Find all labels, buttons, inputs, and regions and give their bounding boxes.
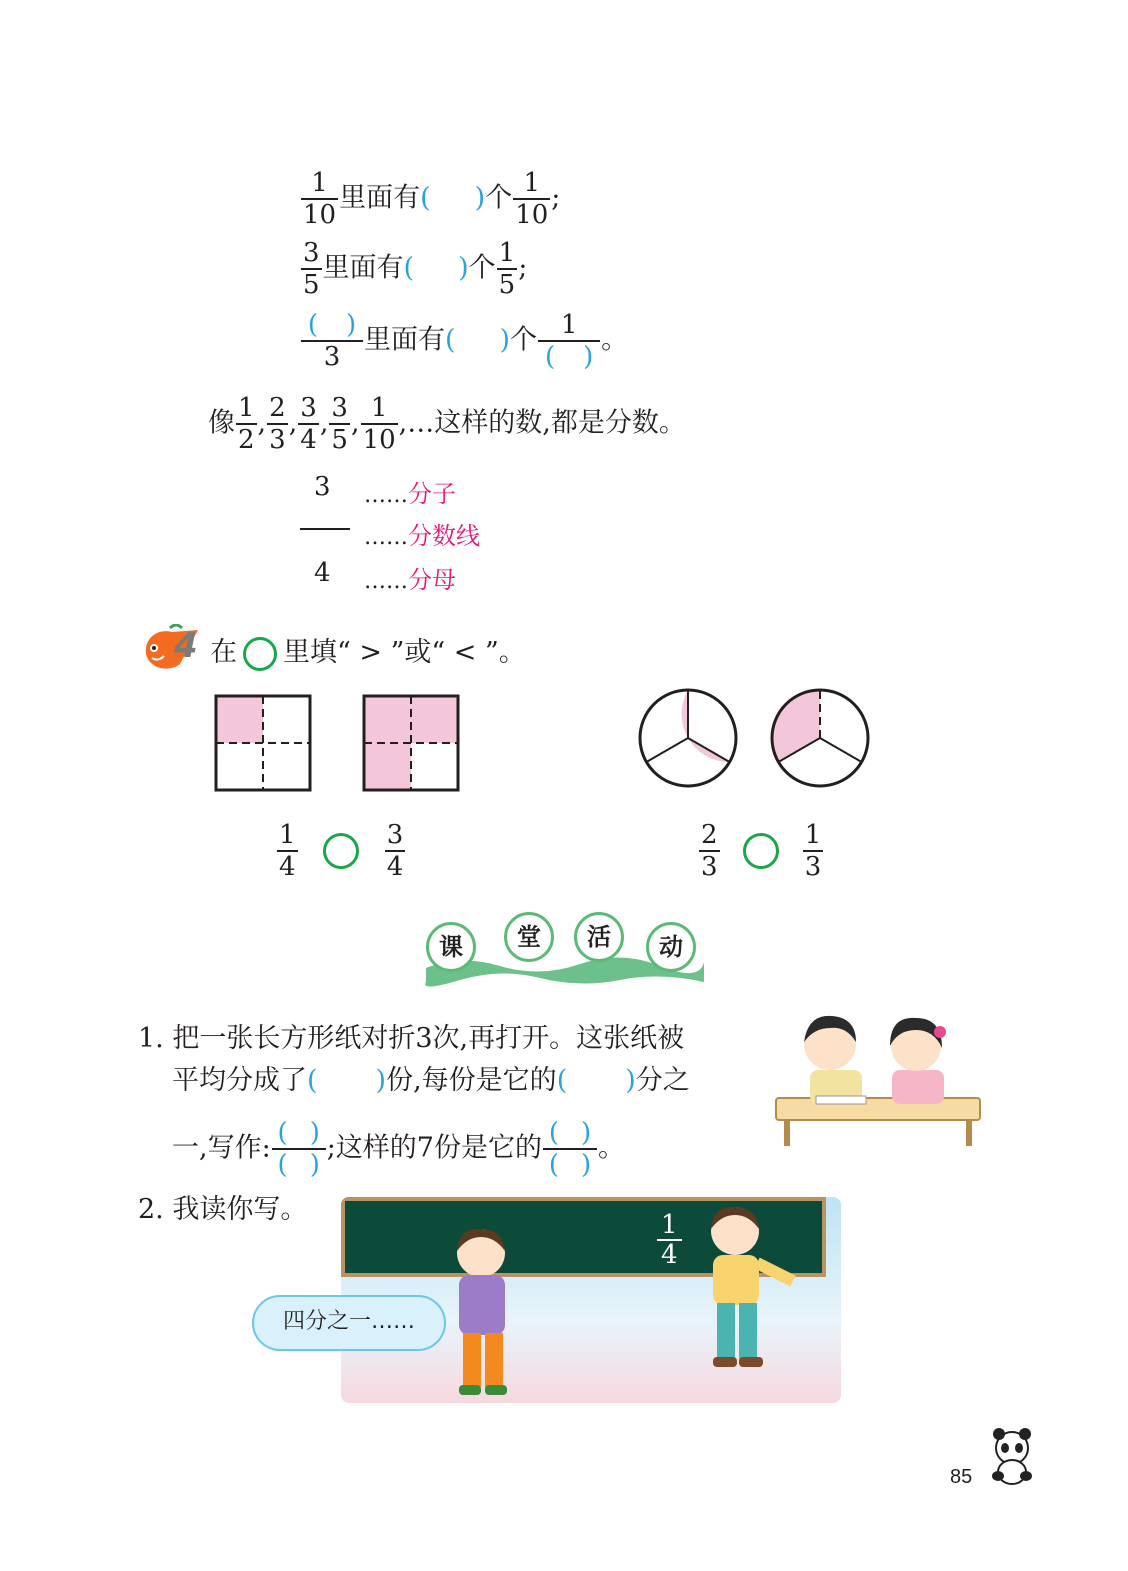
denominator-label: 分母 xyxy=(408,566,456,594)
square-one-quarter xyxy=(216,696,310,790)
class-activity-banner xyxy=(420,908,710,988)
activity-1-line-1: 1. 把一张长方形纸对折3次,再打开。这张纸被 xyxy=(138,1023,685,1054)
compare-circle-icon xyxy=(243,637,277,671)
fraction: $\frac{3}{5}$ xyxy=(331,393,348,455)
fraction: $\frac{1}{10}$ xyxy=(362,393,396,455)
compare-quarters: $\frac{1}{4}$ $\frac{3}{4}$ xyxy=(279,820,404,882)
student-writing-illustration xyxy=(701,1201,801,1371)
activity-1-line-3: 一,写作: $\frac{( )}{( )}$ ;这样的7份是它的 $\frac{( )}{( )}$ 。 xyxy=(172,1118,625,1180)
fraction: $\frac{( )}{3}$ xyxy=(301,310,363,372)
compare-thirds: $\frac{2}{3}$ $\frac{1}{3}$ xyxy=(701,820,822,882)
circle-two-thirds xyxy=(640,690,736,786)
banner-char: 堂 xyxy=(504,912,554,962)
numerator-label: 分子 xyxy=(408,480,456,508)
activity-2-title: 2. 我读你写。 xyxy=(138,1194,308,1225)
fraction: $\frac{1}{10}$ xyxy=(303,168,337,230)
activity-1-line-2: 平均分成了( )份,每份是它的( )分之 xyxy=(172,1065,690,1096)
fraction: $\frac{3}{4}$ xyxy=(300,393,317,455)
compare-answer-circle[interactable] xyxy=(323,833,359,869)
fraction: $\frac{1}{10}$ xyxy=(515,168,549,230)
fraction-line-2: $\frac{3}{5}$ 里面有( )个 $\frac{1}{5}$ ; xyxy=(303,238,528,300)
board-fraction: 1 4 xyxy=(657,1211,682,1269)
panda-icon xyxy=(984,1428,1040,1486)
exercise-number: 4 xyxy=(174,626,198,666)
fraction: $\frac{3}{5}$ xyxy=(303,238,320,300)
square-three-quarters xyxy=(364,696,458,790)
speech-bubble: 四分之一…… xyxy=(252,1295,446,1351)
compare-answer-circle[interactable] xyxy=(743,833,779,869)
exercise-4-heading: 4 在 里填“ > ”或“ < ”。 xyxy=(140,624,560,672)
third-circles-diagram xyxy=(636,686,872,790)
fraction-line-3: $\frac{( )}{3}$ 里面有( )个 $\frac{1}{( )}$ 。 xyxy=(300,310,628,372)
numerator-value: 3 xyxy=(314,472,331,502)
fraction-definition: 像 $\frac{1}{2}$ , $\frac{2}{3}$ , $\frac{3}{4}$ , $\frac{3}{5}$ , $\frac{1}{10}$ ,…这样的数,都是分数。 xyxy=(208,393,686,455)
fraction: $\frac{2}{3}$ xyxy=(269,393,286,455)
fraction-blank[interactable]: $\frac{( )}{( )}$ xyxy=(543,1118,597,1180)
student-reading-illustration xyxy=(437,1223,527,1403)
banner-char: 活 xyxy=(574,912,624,962)
quarter-squares-diagram xyxy=(212,693,462,793)
students-at-desk-illustration xyxy=(774,1008,984,1148)
denominator-value: 4 xyxy=(314,558,331,588)
fraction: $\frac{1}{2}$ xyxy=(238,393,255,455)
fraction-line-1: $\frac{1}{10}$ 里面有( )个 $\frac{1}{10}$ ; xyxy=(303,168,561,230)
page-number: 85 xyxy=(950,1466,973,1488)
banner-char: 课 xyxy=(426,922,476,972)
fraction-blank[interactable]: $\frac{( )}{( )}$ xyxy=(272,1118,326,1180)
banner-char: 动 xyxy=(646,922,696,972)
fraction: $\frac{1}{( )}$ xyxy=(538,310,600,372)
circle-one-third xyxy=(772,690,868,786)
fraction-bar xyxy=(300,528,350,530)
fraction-line-label: 分数线 xyxy=(408,522,480,550)
fraction: $\frac{1}{5}$ xyxy=(498,238,516,300)
fraction-parts-diagram: 3 4 ……分子 ……分数线 ……分母 xyxy=(300,470,600,600)
